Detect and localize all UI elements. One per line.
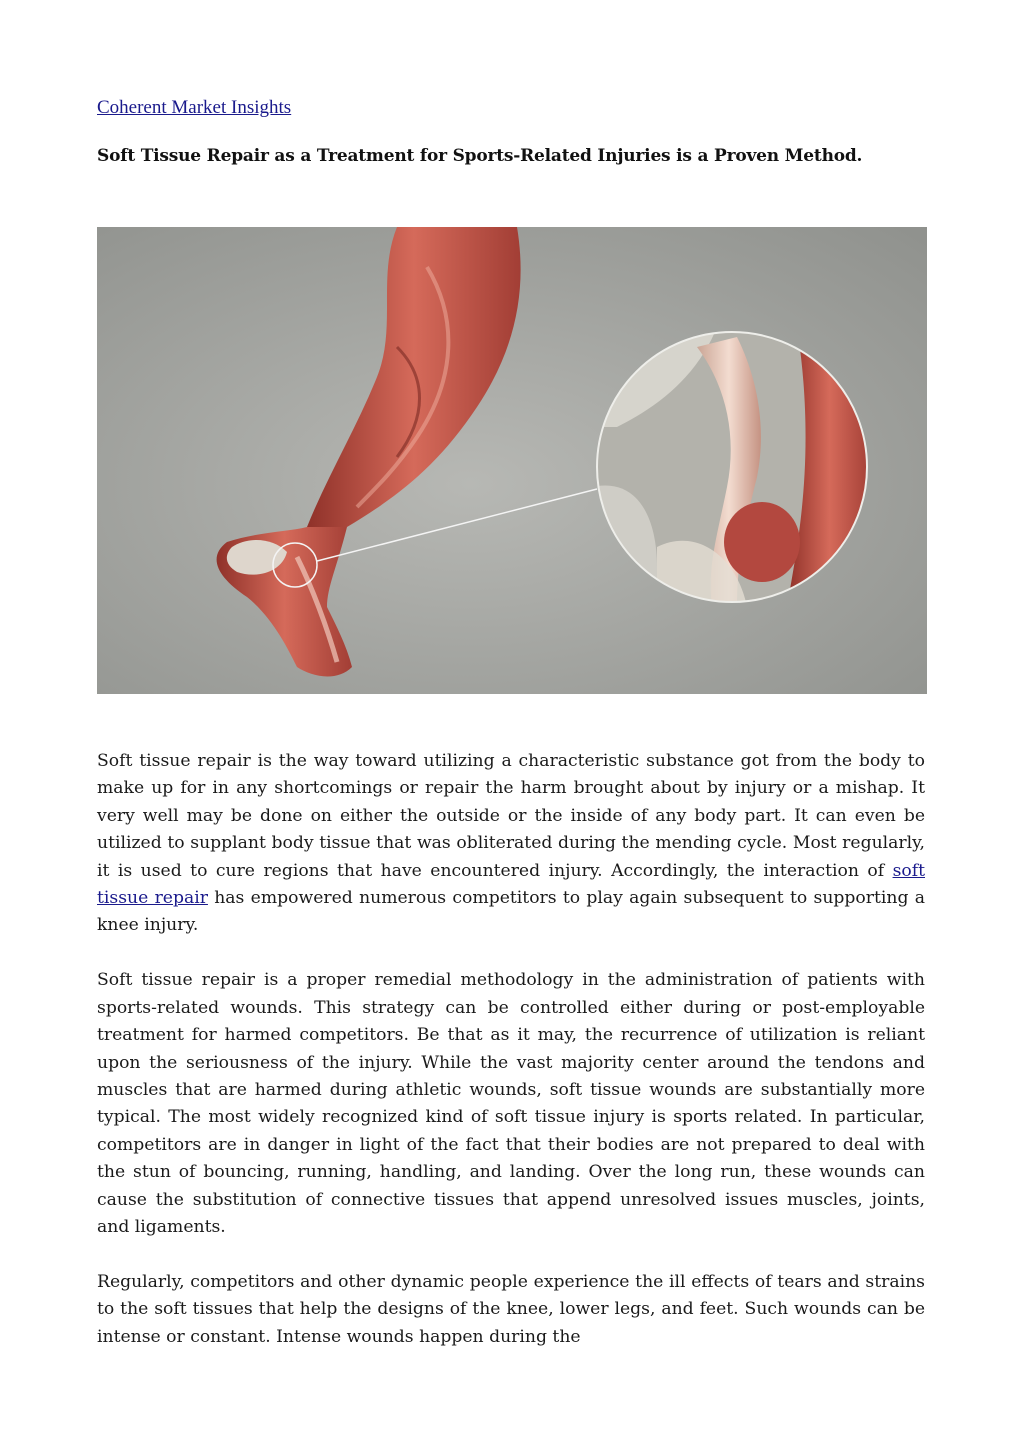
article-body [97, 748, 925, 1379]
soft-tissue-repair-link[interactable]: soft tissue repair [97, 860, 925, 909]
paragraph-text: Soft tissue repair is the way toward utilizing a characteristic substance got from the body to make up for in any shortcomings or repair the harm brought about by injury or a mishap. It very well may be done on either the outside or the inside of any body part. It can even be utilized to supplant body tissue that was obliterated during the mending cycle. Most regularly, it is used to cure regions that have encountered injury. Accordingly, the interaction of [97, 751, 925, 881]
paragraph-1 [97, 748, 925, 940]
page-title: Soft Tissue Repair as a Treatment for Sports-Related Injuries is a Proven Method. [97, 146, 863, 166]
paragraph-3: Regularly, competitors and other dynamic people experience the ill effects of tears and strains to the soft tissues that help the designs of the knee, lower legs, and feet. Such wounds can be intense or constant. Intense wounds happen during the [97, 1271, 925, 1347]
paragraph-text: has empowered numerous competitors to play again subsequent to supporting a knee injury. [97, 888, 925, 936]
brand-link[interactable]: Coherent Market Insights [97, 97, 292, 118]
leg-anatomy-image [97, 227, 927, 694]
paragraph-2: Soft tissue repair is a proper remedial methodology in the administration of patients with sports-related wounds. This strategy can be controlled either during or post-employable treatment for harmed competitors. Be that as it may, the recurrence of utilization is reliant upon the seriousness of the injury. While the vast majority center around the tendons and muscles that are harmed during athletic wounds, soft tissue wounds are substantially more typical. The most widely recognized kind of soft tissue injury is sports related. In particular, competitors are in danger in light of the fact that their bodies are not prepared to deal with the stun of bouncing, running, handling, and landing. Over the long run, these wounds can cause the substitution of connective tissues that append unresolved issues muscles, joints, and ligaments. [97, 970, 925, 1237]
leg-anatomy-illustration-icon [97, 227, 927, 694]
